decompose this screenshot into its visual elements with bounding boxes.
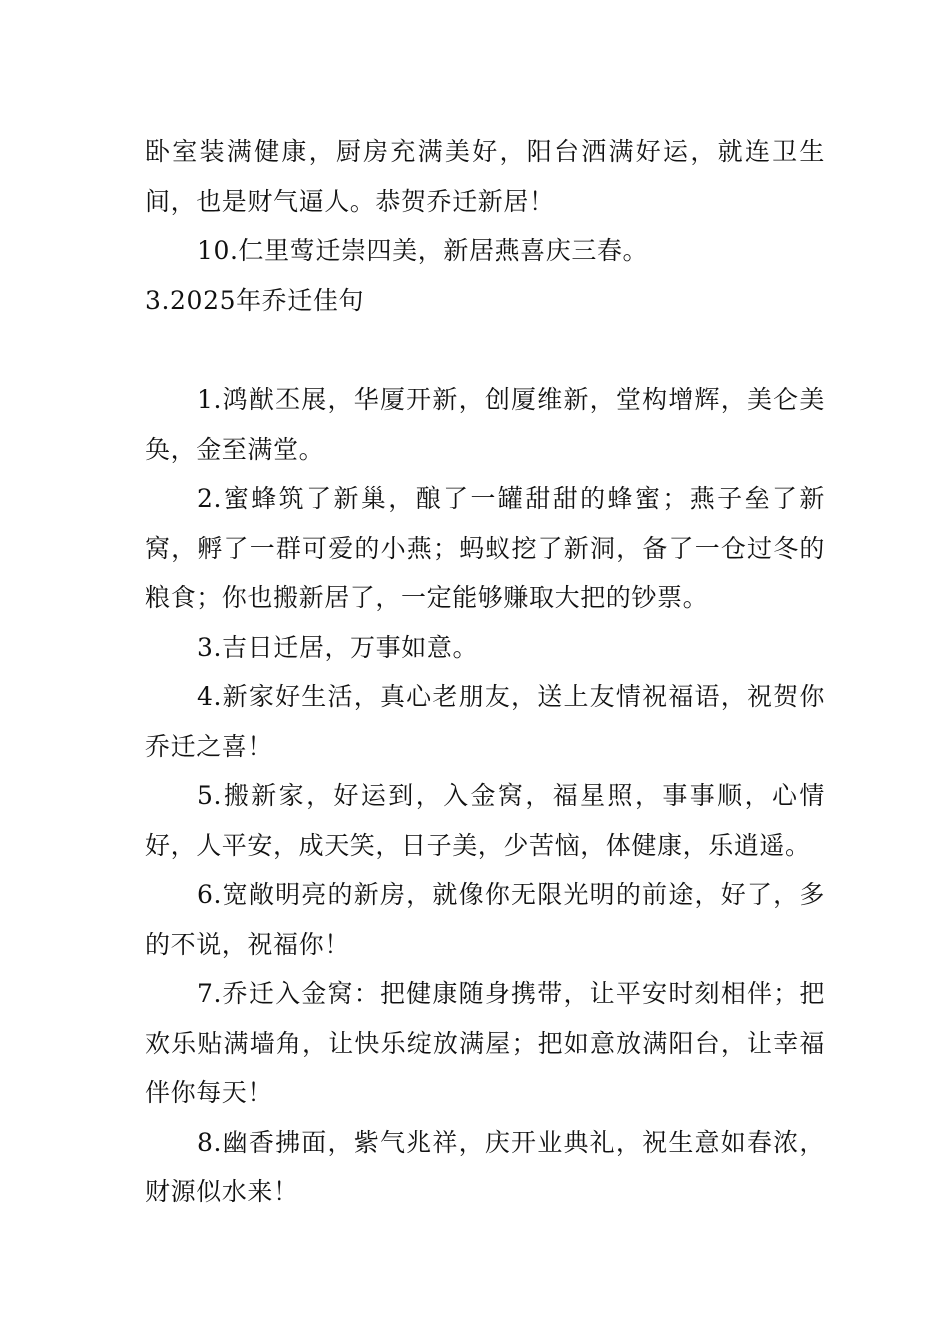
paragraph-item-10: 10.仁里莺迁崇四美，新居燕喜庆三春。 <box>197 236 649 265</box>
list-item: 1.鸿猷丕展，华厦开新，创厦维新，堂构增辉，美仑美奂，金至满堂。 <box>145 385 825 464</box>
list-item: 4.新家好生活，真心老朋友，送上友情祝福语，祝贺你乔迁之喜！ <box>145 682 825 761</box>
section-heading: 3.2025年乔迁佳句 <box>145 285 365 315</box>
list-item: 3.吉日迁居，万事如意。 <box>197 632 479 662</box>
paragraph-continued: 卧室装满健康，厨房充满美好，阳台洒满好运，就连卫生间，也是财气逼人。恭贺乔迁新居！ <box>145 137 825 216</box>
section-spacer <box>145 325 825 375</box>
list-item: 2.蜜蜂筑了新巢，酿了一罐甜甜的蜂蜜；燕子垒了新窝，孵了一群可爱的小燕；蚂蚁挖了新洞，备了一仓过冬的粮食；你也搬新居了，一定能够赚取大把的钞票。 <box>145 484 825 612</box>
list-item: 5.搬新家，好运到，入金窝，福星照，事事顺，心情好，人平安，成天笑，日子美，少苦恼，体健康，乐逍遥。 <box>145 781 825 860</box>
list-item: 6.宽敞明亮的新房，就像你无限光明的前途，好了，多的不说，祝福你！ <box>145 880 825 959</box>
document-body <box>145 127 825 1217</box>
list-item: 8.幽香拂面，紫气兆祥，庆开业典礼，祝生意如春浓，财源似水来！ <box>145 1127 825 1206</box>
list-item: 7.乔迁入金窝：把健康随身携带，让平安时刻相伴；把欢乐贴满墙角，让快乐绽放满屋；把如意放满阳台，让幸福伴你每天！ <box>145 979 825 1107</box>
